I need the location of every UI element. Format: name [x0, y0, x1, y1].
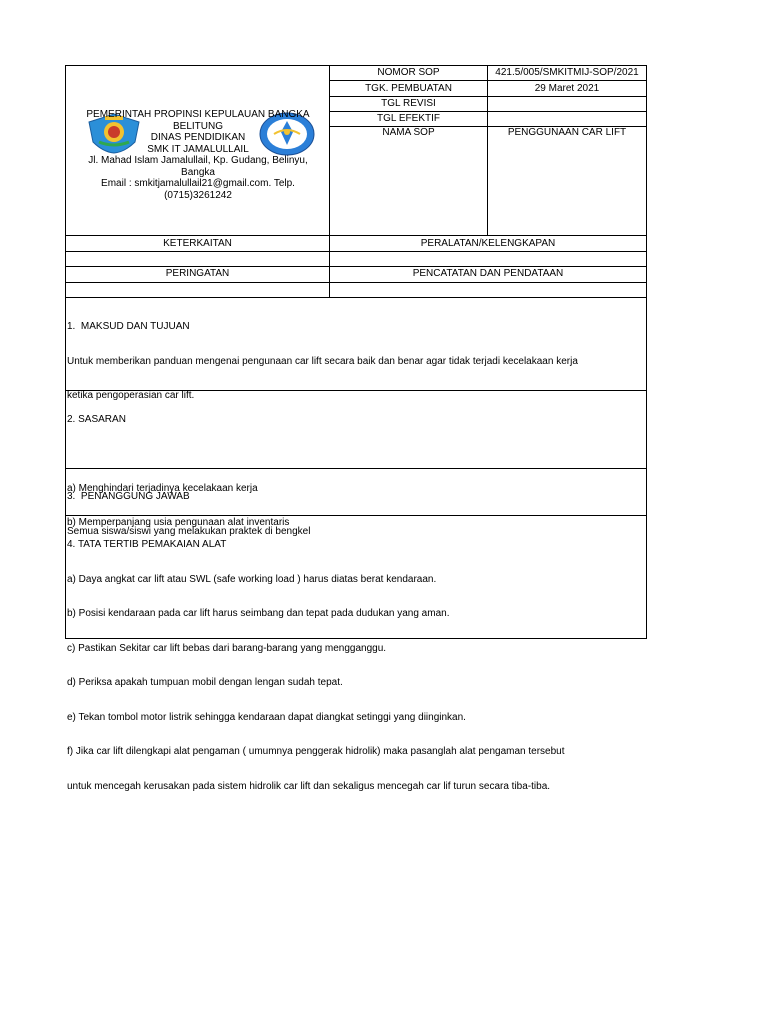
keterkaitan-heading: KETERKAITAN	[163, 238, 232, 249]
list-item: c) Pastikan Sekitar car lift bebas dari barang-barang yang mengganggu.	[67, 642, 387, 654]
section-title: 4. TATA TERTIB PEMAKAIAN ALAT	[67, 539, 227, 550]
section-body: ketika pengoperasian car lift.	[67, 390, 195, 401]
institution-header	[70, 109, 326, 201]
section-body: Untuk memberikan panduan mengenai pengunaan car lift secara baik dan benar agar tidak terjadi kecelakaan kerja	[67, 355, 578, 367]
header-line-1: PEMERINTAH PROPINSI KEPULAUAN BANGKA	[86, 109, 310, 120]
list-item: a) Daya angkat car lift atau SWL (safe working load ) harus diatas berat kendaraan.	[67, 573, 437, 585]
peringatan-heading: PERINGATAN	[165, 268, 230, 279]
tgl-pembuatan-label: TGK. PEMBUATAN	[365, 83, 452, 94]
header-line-4: SMK IT JAMALULLAIL	[147, 143, 249, 155]
tgl-pembuatan-value: 29 Maret 2021	[534, 83, 600, 94]
header-address: Jl. Mahad Islam Jamalullail, Kp. Gudang, Belinyu,	[88, 155, 308, 166]
section-body: Semua siswa/siswi yang melakukan praktek di bengkel	[67, 525, 311, 537]
pencatatan-heading: PENCATATAN DAN PENDATAAN	[412, 268, 564, 279]
list-item: f) Jika car lift dilengkapi alat pengaman ( umumnya penggerak hidrolik) maka pasanglah alat pengaman tersebut	[67, 746, 565, 757]
list-item: b) Posisi kendaraan pada car lift harus seimbang dan tepat pada dudukan yang aman.	[67, 608, 450, 619]
nomor-sop-value: 421.5/005/SMKITMIJ-SOP/2021	[495, 67, 639, 78]
header-phone: (0715)3261242	[164, 189, 232, 201]
nama-sop-label: NAMA SOP	[382, 127, 435, 138]
header-email: Email : smkitjamalullail21@gmail.com. Telp.	[101, 178, 295, 189]
tgl-revisi-label: TGL REVISI	[381, 98, 436, 109]
header-line-3: DINAS PENDIDIKAN	[150, 132, 246, 143]
section-title: 2. SASARAN	[67, 414, 126, 425]
section-title: 1. MAKSUD DAN TUJUAN	[67, 321, 190, 332]
peralatan-heading: PERALATAN/KELENGKAPAN	[420, 238, 556, 249]
header-address-2: Bangka	[181, 166, 215, 178]
section-title: 3. PENANGGUNG JAWAB	[67, 491, 190, 502]
nama-sop-value: PENGGUNAAN CAR LIFT	[507, 127, 627, 138]
nomor-sop-label: NOMOR SOP	[377, 67, 440, 78]
list-item: e) Tekan tombol motor listrik sehingga kendaraan dapat diangkat setinggi yang diinginkan.	[67, 711, 466, 723]
list-item: a) Menghindari terjadinya kecelakaan kerja	[67, 482, 258, 494]
list-item: b) Memperpanjang usia pengunaan alat inventaris	[67, 517, 290, 528]
list-item: untuk mencegah kerusakan pada sistem hidrolik car lift dan sekaligus mencegah car lif turun secara tiba-tiba.	[67, 780, 551, 792]
header-line-2: BELITUNG	[172, 120, 223, 132]
section-tata-tertib	[67, 516, 643, 804]
tgl-efektif-label: TGL EFEKTIF	[377, 113, 440, 124]
list-item: d) Periksa apakah tumpuan mobil dengan lengan sudah tepat.	[67, 677, 343, 688]
